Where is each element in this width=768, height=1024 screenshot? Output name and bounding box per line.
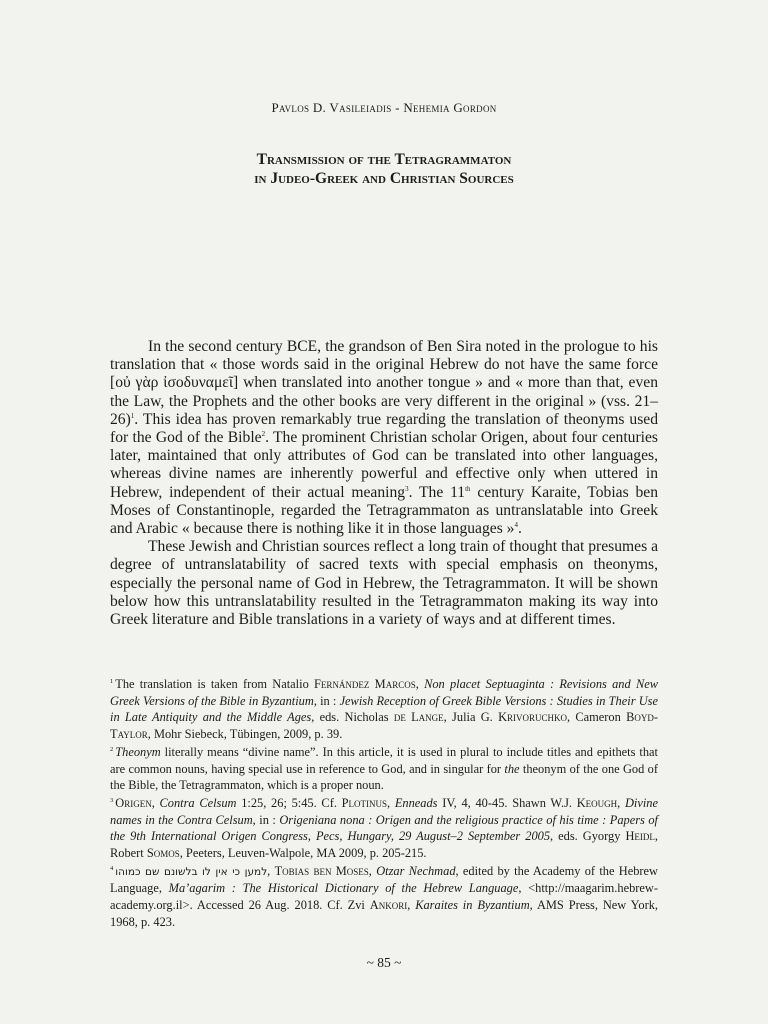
paragraph-1 xyxy=(110,338,658,538)
text-run: . The 11 xyxy=(408,483,466,501)
footnote-number: 1 xyxy=(110,678,114,685)
footnote-number: 4 xyxy=(110,864,114,872)
work-title: Non placet Septuaginta : Revisions and New Greek Versions of the Bible in Byzantium xyxy=(110,677,658,708)
footnote-2 xyxy=(110,744,658,794)
footnote-3 xyxy=(110,795,658,862)
footnote-ref-3[interactable]: 3 xyxy=(405,484,409,493)
work-title: Origeniana nona : Origen and the religious practice of his time : Papers of the 9th International Origen Congress, Pecs, Hungary, 29 August–2 September 2005 xyxy=(110,812,658,844)
author-name: Boyd-Taylor xyxy=(110,710,658,742)
footnote-ref-4[interactable]: 4 xyxy=(514,521,518,530)
term: Theonym xyxy=(115,744,161,759)
running-header-authors: Pavlos D. Vasileiadis - Nehemia Gordon xyxy=(271,100,497,115)
author-name: Fernández Marcos xyxy=(314,677,416,691)
text-run: , Cameron xyxy=(567,710,627,725)
text-run: theonym of the one God of the Bible, the Tetragrammaton, which is a proper noun. xyxy=(110,761,658,793)
footnote-ref-1[interactable]: 1 xyxy=(130,411,135,420)
paragraph-2: These Jewish and Christian sources reflect a long train of thought that presumes a degree of untranslatability of sacred texts with special emphasis on theonyms, especially the personal name of God in Hebrew, the Tetragrammaton. It will be shown below how this untranslatability resulted in the Tetragrammaton making its way into Greek literature and Bible translations in a variety of ways and at different times. xyxy=(110,538,658,629)
author-name: Tobias ben Moses xyxy=(274,863,369,878)
text-run: . This idea has proven remarkably true regarding the translation of theonyms used for the God of the Bible xyxy=(110,410,658,447)
era-abbreviation: BCE xyxy=(286,338,318,355)
work-title: Divine names in the Contra Celsum xyxy=(110,795,658,827)
text-run: , AMS Press, New York, 1968, p. 423. xyxy=(110,898,658,929)
work-title: Contra Celsum xyxy=(159,795,237,810)
text-run: , eds. Gyorgy xyxy=(550,829,626,844)
text-run: , Mohr Siebeck, Tübingen, 2009, p. 39. xyxy=(147,727,343,742)
footnote-number: 3 xyxy=(110,796,114,804)
article-title xyxy=(0,150,768,188)
text-run: , xyxy=(617,795,625,810)
author-name: Origen xyxy=(115,795,152,810)
hebrew-quote: למען כי אין לו בלשונם שם כמוהו xyxy=(115,865,268,878)
text-run: , in : xyxy=(313,693,340,708)
work-title: Karaites in Byzantium xyxy=(415,898,530,913)
text-run: , in : xyxy=(252,812,280,827)
ordinal-suffix: th xyxy=(465,484,471,493)
emphasis: the xyxy=(504,761,520,776)
footnote-1 xyxy=(110,676,658,743)
text-run: literally means “divine name”. In this article, it is used in plural to include titles and epithets that are common nouns, having special use in reference to God, and in singular for xyxy=(110,744,658,776)
text-run: , Robert xyxy=(110,829,658,861)
author-name: Keough xyxy=(576,795,618,810)
article-title-line-2: in Judeo-Greek and Christian Sources xyxy=(254,170,514,187)
work-title: Otzar Nechmad xyxy=(376,863,456,878)
footnote-ref-2[interactable]: 2 xyxy=(261,430,266,439)
work-title: Enneads xyxy=(394,795,438,810)
text-run: , xyxy=(368,863,377,878)
text-run: , xyxy=(415,677,425,691)
work-title: Ma’agarim : The Historical Dictionary of the Hebrew Language xyxy=(168,881,519,896)
footnote-4 xyxy=(110,863,658,931)
text-run: , xyxy=(387,795,395,810)
text-run: , eds. Nicholas xyxy=(311,710,394,725)
text-run: , xyxy=(151,795,160,810)
author-name: de Lange xyxy=(393,710,444,725)
text-run: , xyxy=(267,863,275,878)
text-run: , edited by the Academy of the Hebrew Language, xyxy=(110,863,658,896)
text-run: . The prominent Christian scholar Origen, about four centuries later, maintained that only attributes of God can be translated into other languages, whereas divine names are inherently powerful and effective only when uttered in Hebrew, independent of their actual meaning xyxy=(110,429,658,501)
footnote-number: 2 xyxy=(110,745,114,753)
text-run: , Peeters, Leuven-Walpole, MA 2009, p. 205-215. xyxy=(179,846,427,861)
text-run: . xyxy=(517,520,522,538)
text-run: , Julia G. xyxy=(443,710,499,725)
text-run: In the second century xyxy=(148,338,287,355)
page-number: ~ 85 ~ xyxy=(366,955,402,970)
author-name: Plotinus xyxy=(341,795,388,810)
text-run: century Karaite, Tobias ben Moses of Constantinople, regarded the Tetragrammaton as untranslatable into Greek and Arabic « because there is nothing like it in those languages » xyxy=(110,483,658,538)
author-name: Krivoruchko xyxy=(498,710,568,725)
text-run: IV, 4, 40-45. Shawn W.J. xyxy=(437,795,577,810)
text-run: 1:25, 26; 5:45. Cf. xyxy=(236,795,342,810)
footnotes xyxy=(110,676,658,932)
text-run: , <http://maagarim.hebrew-academy.org.il>. Accessed 26 Aug. 2018. Cf. Zvi xyxy=(110,881,658,913)
text-run: , xyxy=(407,898,416,913)
body-text xyxy=(110,338,658,629)
author-name: Ankori xyxy=(369,898,408,913)
author-name: Somos xyxy=(146,846,180,861)
text-run: , the grandson of Ben Sira noted in the prologue to his translation that « those words said in the original Hebrew do not have the same force [οὐ γὰρ ἰσοδυναμεῖ] when translated into another tongue » and « more than that, even the Law, the Prophets and the other books are very different in the original » (vss. 21–26) xyxy=(110,338,658,428)
article-title-line-1: Transmission of the Tetragrammaton xyxy=(256,151,512,168)
text-run: The translation is taken from Natalio xyxy=(115,677,315,691)
author-name: Heidl xyxy=(625,829,655,844)
work-title: Jewish Reception of Greek Bible Versions : Studies in Their Use in Late Antiquity and the Middle Ages xyxy=(110,693,658,725)
